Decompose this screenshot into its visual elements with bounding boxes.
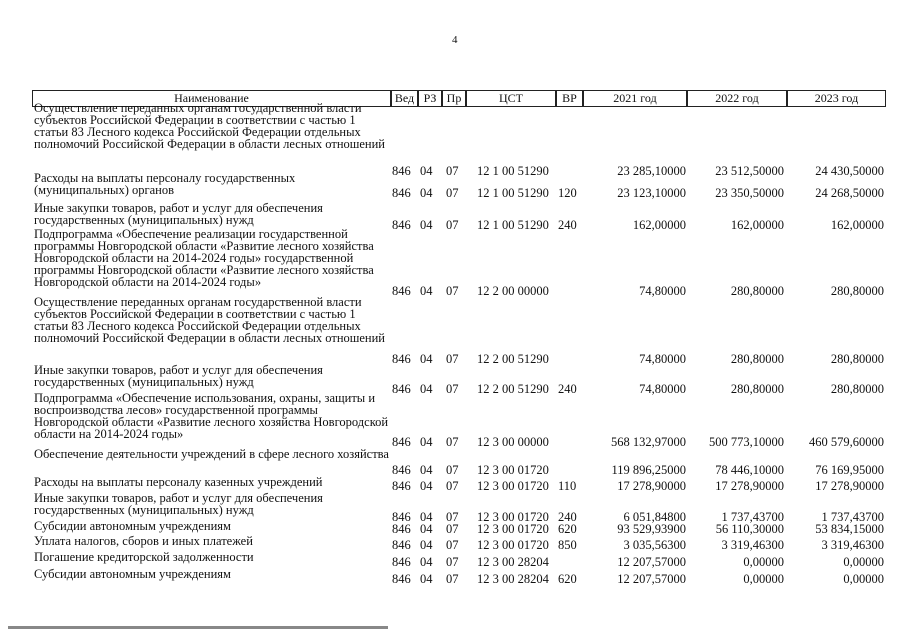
- cell-cst: 12 2 00 51290: [477, 382, 549, 396]
- cell-ved: 846: [392, 572, 411, 586]
- cell-y2021: 119 896,25000: [611, 463, 686, 477]
- cell-rz: 04: [420, 218, 433, 232]
- cell-rz: 04: [420, 510, 433, 524]
- cell-y2023: 53 834,15000: [815, 522, 884, 536]
- cell-rz: 04: [420, 164, 433, 178]
- cell-y2021: 6 051,84800: [623, 510, 686, 524]
- cell-rz: 04: [420, 435, 433, 449]
- cell-pr: 07: [446, 164, 459, 178]
- header-cst: ЦСТ: [466, 90, 556, 107]
- table-row: [0, 227, 904, 298]
- cell-y2022: 23 350,50000: [715, 186, 784, 200]
- cell-y2021: 93 529,93900: [617, 522, 686, 536]
- cell-cst: 12 3 00 00000: [477, 435, 549, 449]
- cell-rz: 04: [420, 522, 433, 536]
- cell-y2022: 280,80000: [730, 352, 784, 366]
- table-row: [0, 295, 904, 366]
- cell-y2022: 56 110,30000: [715, 522, 784, 536]
- page-edge-line: [8, 626, 388, 629]
- row-name: Расходы на выплаты персоналу государственных (муниципальных) органов: [34, 171, 296, 197]
- cell-y2022: 280,80000: [730, 284, 784, 298]
- cell-y2022: 78 446,10000: [715, 463, 784, 477]
- row-name: Иные закупки товаров, работ и услуг для обеспечения государственных (муниципальных) нужд: [34, 201, 323, 227]
- cell-y2021: 12 207,57000: [617, 572, 686, 586]
- cell-y2021: 74,80000: [639, 284, 686, 298]
- row-name: Подпрограмма «Обеспечение использования, охраны, защиты и воспроизводства лесов» государственной программы Новгородской области «Развитие лесного хозяйства Новгородской области на 2014-2024 годы»: [34, 391, 389, 441]
- cell-ved: 846: [392, 522, 411, 536]
- cell-y2023: 1 737,43700: [821, 510, 884, 524]
- cell-rz: 04: [420, 463, 433, 477]
- cell-y2022: 17 278,90000: [715, 479, 784, 493]
- header-2023: 2023 год: [787, 90, 886, 107]
- row-name: Подпрограмма «Обеспечение реализации государственной программы Новгородской области «Развитие лесного хозяйства Новгородской области на 2014-2024 годы» государственной программы Новгородской области «Развитие лесного хозяйства Новгородской области на 2014-2024 годы»: [34, 227, 374, 289]
- cell-y2023: 280,80000: [830, 284, 884, 298]
- cell-y2022: 0,00000: [743, 555, 784, 569]
- cell-y2023: 280,80000: [830, 382, 884, 396]
- table-row: [0, 201, 904, 232]
- cell-pr: 07: [446, 218, 459, 232]
- cell-y2023: 460 579,60000: [809, 435, 884, 449]
- header-pr: Пр: [442, 90, 466, 107]
- cell-pr: 07: [446, 382, 459, 396]
- cell-cst: 12 3 00 01720: [477, 510, 549, 524]
- cell-y2023: 0,00000: [843, 572, 884, 586]
- cell-vr: 620: [558, 572, 577, 586]
- cell-pr: 07: [446, 463, 459, 477]
- cell-y2022: 3 319,46300: [721, 538, 784, 552]
- cell-y2022: 23 512,50000: [715, 164, 784, 178]
- cell-rz: 04: [420, 479, 433, 493]
- cell-y2021: 12 207,57000: [617, 555, 686, 569]
- cell-ved: 846: [392, 284, 411, 298]
- cell-pr: 07: [446, 522, 459, 536]
- cell-y2021: 3 035,56300: [623, 538, 686, 552]
- cell-ved: 846: [392, 382, 411, 396]
- table-row: [0, 363, 904, 396]
- cell-cst: 12 3 00 01720: [477, 463, 549, 477]
- cell-ved: 846: [392, 435, 411, 449]
- table-row: [0, 534, 904, 552]
- cell-y2023: 0,00000: [843, 555, 884, 569]
- row-name: Иные закупки товаров, работ и услуг для обеспечения государственных (муниципальных) нужд: [34, 363, 323, 389]
- table-row: [0, 519, 904, 536]
- cell-pr: 07: [446, 284, 459, 298]
- row-name: Уплата налогов, сборов и иных платежей: [34, 534, 253, 548]
- page-number: 4: [452, 34, 458, 46]
- cell-cst: 12 1 00 51290: [477, 218, 549, 232]
- table-row: [0, 391, 904, 449]
- row-name: Осуществление переданных органам государственной власти субъектов Российской Федерации в соответствии с частью 1 статьи 83 Лесного кодекса Российской Федерации отдельных полномочий Российской Федерации в области лесных отношений: [34, 295, 386, 345]
- cell-pr: 07: [446, 479, 459, 493]
- row-name: Иные закупки товаров, работ и услуг для обеспечения государственных (муниципальных) нужд: [34, 491, 323, 517]
- cell-cst: 12 3 00 28204: [477, 572, 549, 586]
- row-name: Субсидии автономным учреждениям: [34, 567, 231, 581]
- cell-y2022: 280,80000: [730, 382, 784, 396]
- cell-ved: 846: [392, 463, 411, 477]
- cell-pr: 07: [446, 510, 459, 524]
- cell-cst: 12 2 00 00000: [477, 284, 549, 298]
- cell-cst: 12 3 00 01720: [477, 538, 549, 552]
- cell-vr: 240: [558, 382, 577, 396]
- cell-cst: 12 2 00 51290: [477, 352, 549, 366]
- cell-y2022: 1 737,43700: [721, 510, 784, 524]
- table-row: [0, 475, 904, 493]
- cell-pr: 07: [446, 435, 459, 449]
- cell-y2021: 23 285,10000: [617, 164, 686, 178]
- row-name: Обеспечение деятельности учреждений в сфере лесного хозяйства: [34, 447, 389, 461]
- cell-rz: 04: [420, 186, 433, 200]
- cell-y2022: 162,00000: [730, 218, 784, 232]
- header-vr: ВР: [556, 90, 583, 107]
- cell-y2023: 280,80000: [830, 352, 884, 366]
- cell-pr: 07: [446, 572, 459, 586]
- cell-cst: 12 3 00 01720: [477, 479, 549, 493]
- header-rz: РЗ: [418, 90, 442, 107]
- cell-vr: 120: [558, 186, 577, 200]
- cell-ved: 846: [392, 186, 411, 200]
- cell-ved: 846: [392, 479, 411, 493]
- cell-ved: 846: [392, 352, 411, 366]
- cell-y2023: 3 319,46300: [821, 538, 884, 552]
- cell-ved: 846: [392, 538, 411, 552]
- cell-y2021: 74,80000: [639, 352, 686, 366]
- cell-ved: 846: [392, 510, 411, 524]
- cell-rz: 04: [420, 538, 433, 552]
- cell-y2023: 76 169,95000: [815, 463, 884, 477]
- header-name: Наименование: [32, 90, 391, 107]
- cell-y2023: 17 278,90000: [815, 479, 884, 493]
- cell-y2021: 74,80000: [639, 382, 686, 396]
- cell-ved: 846: [392, 164, 411, 178]
- cell-pr: 07: [446, 555, 459, 569]
- cell-y2023: 24 268,50000: [815, 186, 884, 200]
- table-row: [0, 567, 904, 586]
- header-ved: Вед: [391, 90, 418, 107]
- row-name: Погашение кредиторской задолженности: [34, 550, 254, 564]
- cell-y2021: 162,00000: [632, 218, 686, 232]
- row-name: Субсидии автономным учреждениям: [34, 519, 231, 533]
- cell-y2022: 0,00000: [743, 572, 784, 586]
- cell-ved: 846: [392, 218, 411, 232]
- table-row: [0, 550, 904, 569]
- cell-vr: 240: [558, 510, 577, 524]
- table-row: [0, 491, 904, 524]
- cell-cst: 12 1 00 51290: [477, 164, 549, 178]
- table-row: [0, 447, 904, 477]
- cell-y2021: 568 132,97000: [611, 435, 686, 449]
- cell-pr: 07: [446, 538, 459, 552]
- cell-y2022: 500 773,10000: [709, 435, 784, 449]
- header-2021: 2021 год: [583, 90, 687, 107]
- cell-pr: 07: [446, 186, 459, 200]
- cell-vr: 110: [558, 479, 577, 493]
- cell-pr: 07: [446, 352, 459, 366]
- cell-cst: 12 3 00 28204: [477, 555, 549, 569]
- cell-ved: 846: [392, 555, 411, 569]
- cell-vr: 850: [558, 538, 577, 552]
- cell-cst: 12 3 00 01720: [477, 522, 549, 536]
- row-name: Осуществление переданных органам государственной власти субъектов Российской Федерации в соответствии с частью 1 статьи 83 Лесного кодекса Российской Федерации отдельных полномочий Российской Федерации в области лесных отношений: [34, 101, 386, 151]
- cell-rz: 04: [420, 284, 433, 298]
- cell-cst: 12 1 00 51290: [477, 186, 549, 200]
- cell-y2021: 17 278,90000: [617, 479, 686, 493]
- header-2022: 2022 год: [687, 90, 787, 107]
- cell-vr: 620: [558, 522, 577, 536]
- cell-y2021: 23 123,10000: [617, 186, 686, 200]
- cell-y2023: 162,00000: [830, 218, 884, 232]
- cell-rz: 04: [420, 352, 433, 366]
- cell-rz: 04: [420, 572, 433, 586]
- row-name: Расходы на выплаты персоналу казенных учреждений: [34, 475, 323, 489]
- cell-rz: 04: [420, 382, 433, 396]
- table-row: [0, 101, 904, 178]
- cell-vr: 240: [558, 218, 577, 232]
- cell-rz: 04: [420, 555, 433, 569]
- cell-y2023: 24 430,50000: [815, 164, 884, 178]
